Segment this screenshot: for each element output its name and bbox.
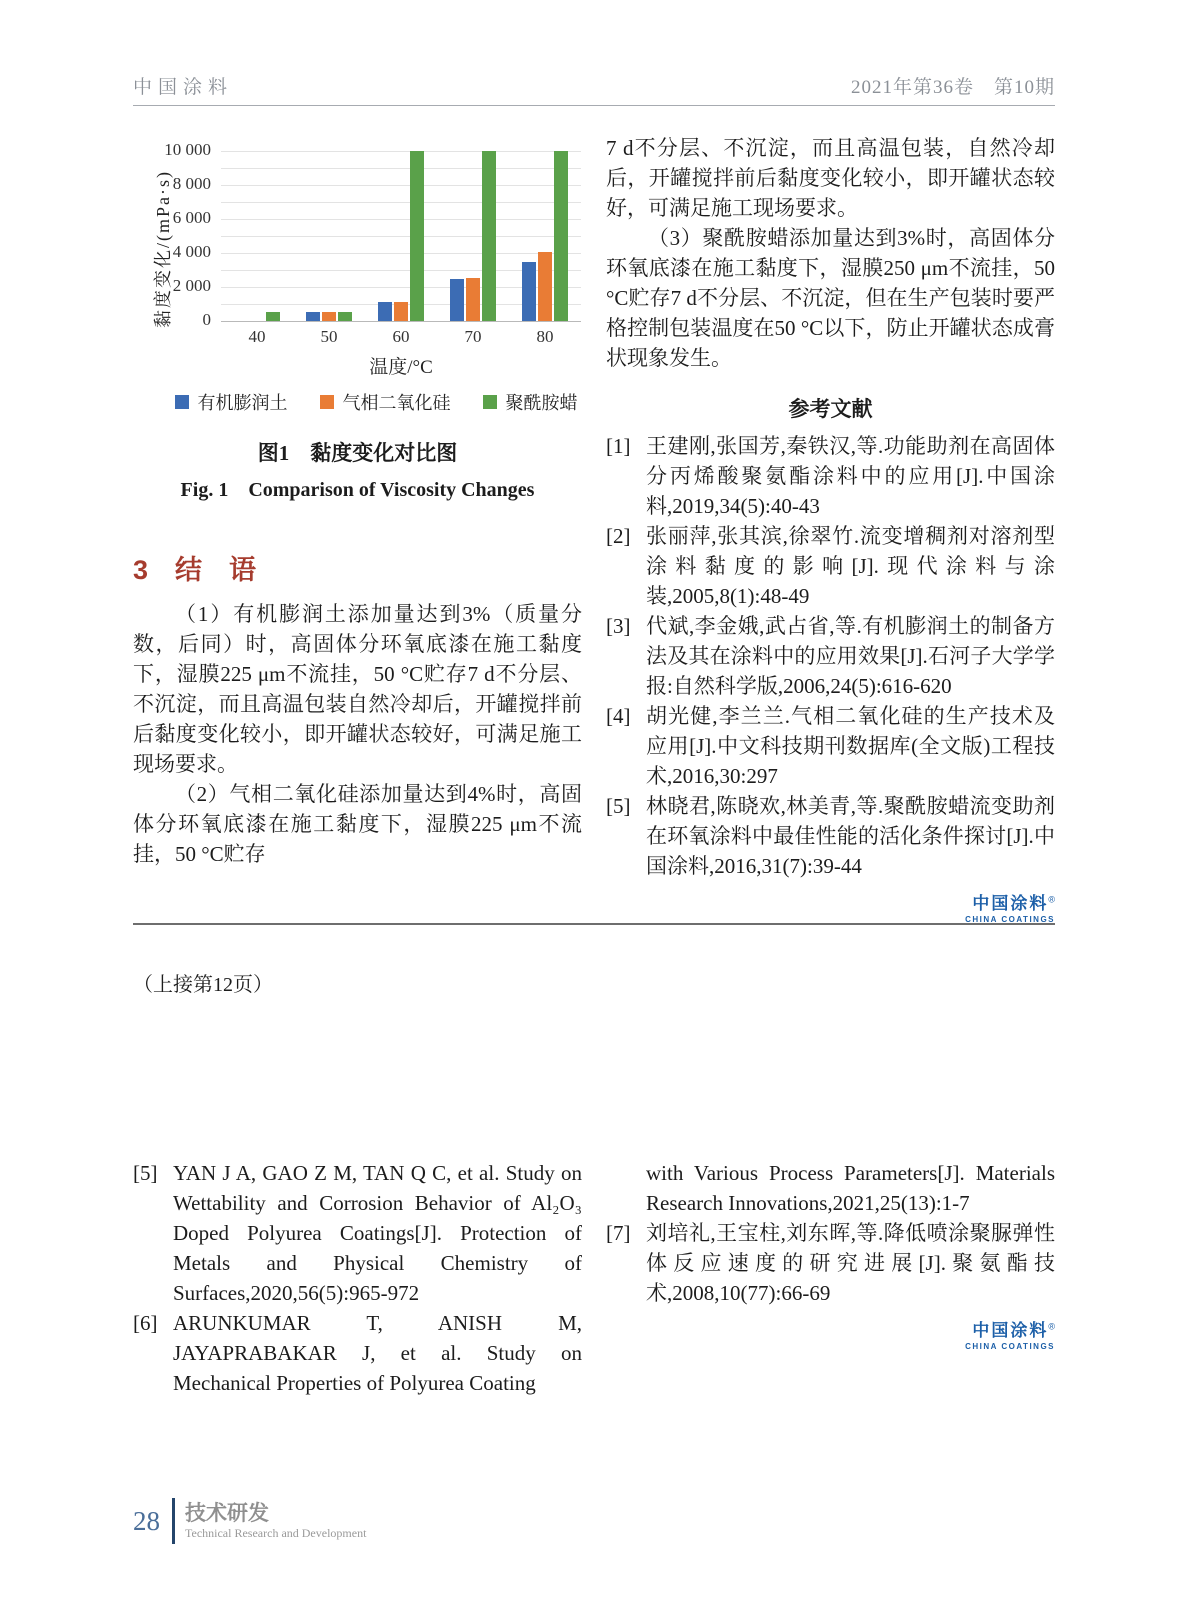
viscosity-bar-chart	[133, 139, 581, 415]
reference-text: 王建刚,张国芳,秦铁汉,等.功能助剂在高固体分丙烯酸聚氨酯涂料中的应用[J].中国涂料,2019,34(5):40-43	[646, 434, 1055, 518]
bottom-reference-list-left	[133, 1158, 582, 1398]
conclusion-paragraph-2-continued: 7 d不分层、不沉淀，而且高温包装，自然冷却后，开罐搅拌前后黏度变化较小，即开罐状态较好，可满足施工现场要求。	[606, 136, 1055, 220]
reference-number: [5]	[606, 794, 631, 818]
bar-聚酰胺蜡-60	[410, 151, 424, 321]
chart-legend	[161, 389, 591, 415]
reference-text: 代斌,李金娥,武占省,等.有机膨润土的制备方法及其在涂料中的应用效果[J].石河子大学学报:自然科学版,2006,24(5):616-620	[646, 614, 1055, 698]
issue-info: 2021年第36卷 第10期	[850, 77, 1055, 98]
bar-气相二氧化硅-80	[538, 252, 552, 321]
legend-item-聚酰胺蜡	[483, 389, 578, 415]
logo-registered-mark: ®	[1048, 1321, 1055, 1332]
bar-group-50	[306, 151, 352, 321]
bar-气相二氧化硅-70	[466, 278, 480, 321]
reference-number: [3]	[606, 614, 631, 638]
figure-1	[133, 139, 582, 502]
x-tick-label: 50	[320, 327, 338, 346]
bar-group-40	[234, 151, 280, 321]
article-separator-line	[133, 923, 1055, 925]
right-column	[606, 133, 1055, 924]
china-coatings-logo	[606, 889, 1055, 924]
legend-swatch	[175, 395, 189, 409]
bottom-columns	[133, 1158, 1055, 1398]
page-footer	[133, 1498, 366, 1544]
references-heading: 参考文献	[788, 397, 873, 421]
chart-plot	[221, 151, 581, 322]
logo-text-en: CHINA COATINGS	[965, 915, 1055, 924]
bar-气相二氧化硅-60	[394, 302, 408, 321]
reference-number: [2]	[606, 524, 631, 548]
reference-item	[606, 791, 1055, 881]
logo-text-zh: 中国涂料	[972, 1321, 1049, 1340]
china-coatings-logo-2	[606, 1316, 1055, 1351]
footer-section-en: Technical Research and Development	[185, 1525, 367, 1540]
chart-y-ticks	[155, 140, 217, 329]
reference-item	[606, 1158, 1055, 1218]
reference-item	[606, 1218, 1055, 1308]
reference-text: 胡光健,李兰兰.气相二氧化硅的生产技术及应用[J].中文科技期刊数据库(全文版)工程技术,2016,30:297	[646, 704, 1055, 788]
legend-label: 气相二氧化硅	[342, 393, 451, 413]
reference-text: 林晓君,陈晓欢,林美青,等.聚酰胺蜡流变助剂在环氧涂料中最佳性能的活化条件探讨[J].中国涂料,2016,31(7):39-44	[646, 794, 1055, 878]
logo-text-en: CHINA COATINGS	[965, 1342, 1055, 1351]
y-tick-label: 6 000	[172, 208, 211, 227]
section-heading-conclusion: 3 结 语	[133, 555, 257, 585]
bar-聚酰胺蜡-80	[554, 151, 568, 321]
reference-item	[133, 1158, 582, 1308]
y-tick-label: 8 000	[172, 174, 211, 193]
journal-name: 中国涂料	[133, 77, 234, 98]
reference-item	[606, 701, 1055, 791]
bar-聚酰胺蜡-70	[482, 151, 496, 321]
bar-聚酰胺蜡-50	[338, 312, 352, 321]
reference-text: ARUNKUMAR T, ANISH M, JAYAPRABAKAR J, et al. Study on Mechanical Properties of Polyurea Coating	[173, 1311, 582, 1395]
reference-text: 张丽萍,张其滨,徐翠竹.流变增稠剂对溶剂型涂料黏度的影响[J].现代涂料与涂装,2005,8(1):48-49	[646, 524, 1055, 608]
figure-caption-zh: 图1 黏度变化对比图	[257, 441, 458, 465]
bottom-reference-list-right	[606, 1158, 1055, 1308]
y-tick-label: 10 000	[164, 140, 211, 159]
reference-number: [5]	[133, 1161, 158, 1185]
reference-number: [1]	[606, 434, 631, 458]
chart-x-ticks	[221, 327, 581, 347]
chart-y-axis-label: 黏度变化/(mPa·s)	[153, 170, 173, 328]
reference-number	[606, 1158, 646, 1218]
footer-section-zh: 技术研发	[185, 1501, 269, 1525]
reference-item	[606, 611, 1055, 701]
bar-group-70	[450, 151, 496, 321]
left-column	[133, 133, 582, 924]
y-tick-label: 4 000	[172, 242, 211, 261]
bar-有机膨润土-70	[450, 279, 464, 322]
x-tick-label: 40	[248, 327, 266, 346]
reference-item	[133, 1308, 582, 1398]
bar-气相二氧化硅-50	[322, 312, 336, 321]
legend-swatch	[320, 395, 334, 409]
legend-label: 有机膨润土	[197, 393, 288, 413]
reference-list	[606, 431, 1055, 881]
logo-registered-mark: ®	[1048, 894, 1055, 905]
y-tick-label: 2 000	[172, 276, 211, 295]
legend-swatch	[483, 395, 497, 409]
continuation-note: （上接第12页）	[133, 974, 273, 996]
bottom-right-column	[606, 1158, 1055, 1398]
reference-number: [6]	[133, 1311, 158, 1335]
x-tick-label: 70	[464, 327, 482, 346]
legend-item-气相二氧化硅	[320, 389, 451, 415]
x-tick-label: 80	[536, 327, 554, 346]
bar-有机膨润土-80	[522, 262, 536, 322]
bottom-left-column	[133, 1158, 582, 1398]
bar-group-60	[378, 151, 424, 321]
bar-有机膨润土-60	[378, 302, 392, 321]
reference-number: [4]	[606, 704, 631, 728]
page-header	[133, 78, 1055, 106]
bar-聚酰胺蜡-40	[266, 312, 280, 321]
reference-text: YAN J A, GAO Z M, TAN Q C, et al. Study on Wettability and Corrosion Behavior of Al₂O₃ Doped Polyurea Coatings[J]. Protection of Metals and Physical Chemistry of Surfaces,2020,56(5):965-972	[173, 1161, 582, 1305]
chart-x-axis-label: 温度/°C	[369, 357, 433, 378]
reference-text: 刘培礼,王宝柱,刘东晖,等.降低喷涂聚脲弹性体反应速度的研究进展[J].聚氨酯技术,2008,10(77):66-69	[646, 1221, 1055, 1305]
reference-item	[606, 431, 1055, 521]
conclusion-paragraph-1: （1）有机膨润土添加量达到3%（质量分数，后同）时，高固体分环氧底漆在施工黏度下，湿膜225 μm不流挂，50 °C贮存7 d不分层、不沉淀，而且高温包装自然冷却后，开罐搅拌前后黏度变化较小，即开罐状态较好，可满足施工现场要求。	[133, 602, 582, 776]
conclusion-paragraph-3: （3）聚酰胺蜡添加量达到3%时，高固体分环氧底漆在施工黏度下，湿膜250 μm不流挂，50 °C贮存7 d不分层、不沉淀，但在生产包装时要严格控制包装温度在50 °C以下，防止开罐状态成膏状现象发生。	[606, 226, 1055, 370]
logo-text-zh: 中国涂料	[972, 894, 1049, 913]
y-tick-label: 0	[202, 310, 211, 329]
chart-bars	[221, 151, 581, 321]
figure-caption-en: Fig. 1 Comparison of Viscosity Changes	[180, 479, 535, 501]
legend-item-有机膨润土	[175, 389, 288, 415]
legend-label: 聚酰胺蜡	[505, 393, 578, 413]
bar-有机膨润土-50	[306, 312, 320, 321]
main-columns	[133, 133, 1055, 924]
reference-number: [7]	[606, 1221, 631, 1245]
bar-group-80	[522, 151, 568, 321]
reference-text: with Various Process Parameters[J]. Materials Research Innovations,2021,25(13):1-7	[646, 1161, 1055, 1215]
x-tick-label: 60	[392, 327, 410, 346]
conclusion-paragraph-2: （2）气相二氧化硅添加量达到4%时，高固体分环氧底漆在施工黏度下，湿膜225 μm不流挂，50 °C贮存	[133, 782, 582, 866]
footer-section	[175, 1502, 366, 1541]
reference-item	[606, 521, 1055, 611]
page-number: 28	[133, 1505, 160, 1536]
